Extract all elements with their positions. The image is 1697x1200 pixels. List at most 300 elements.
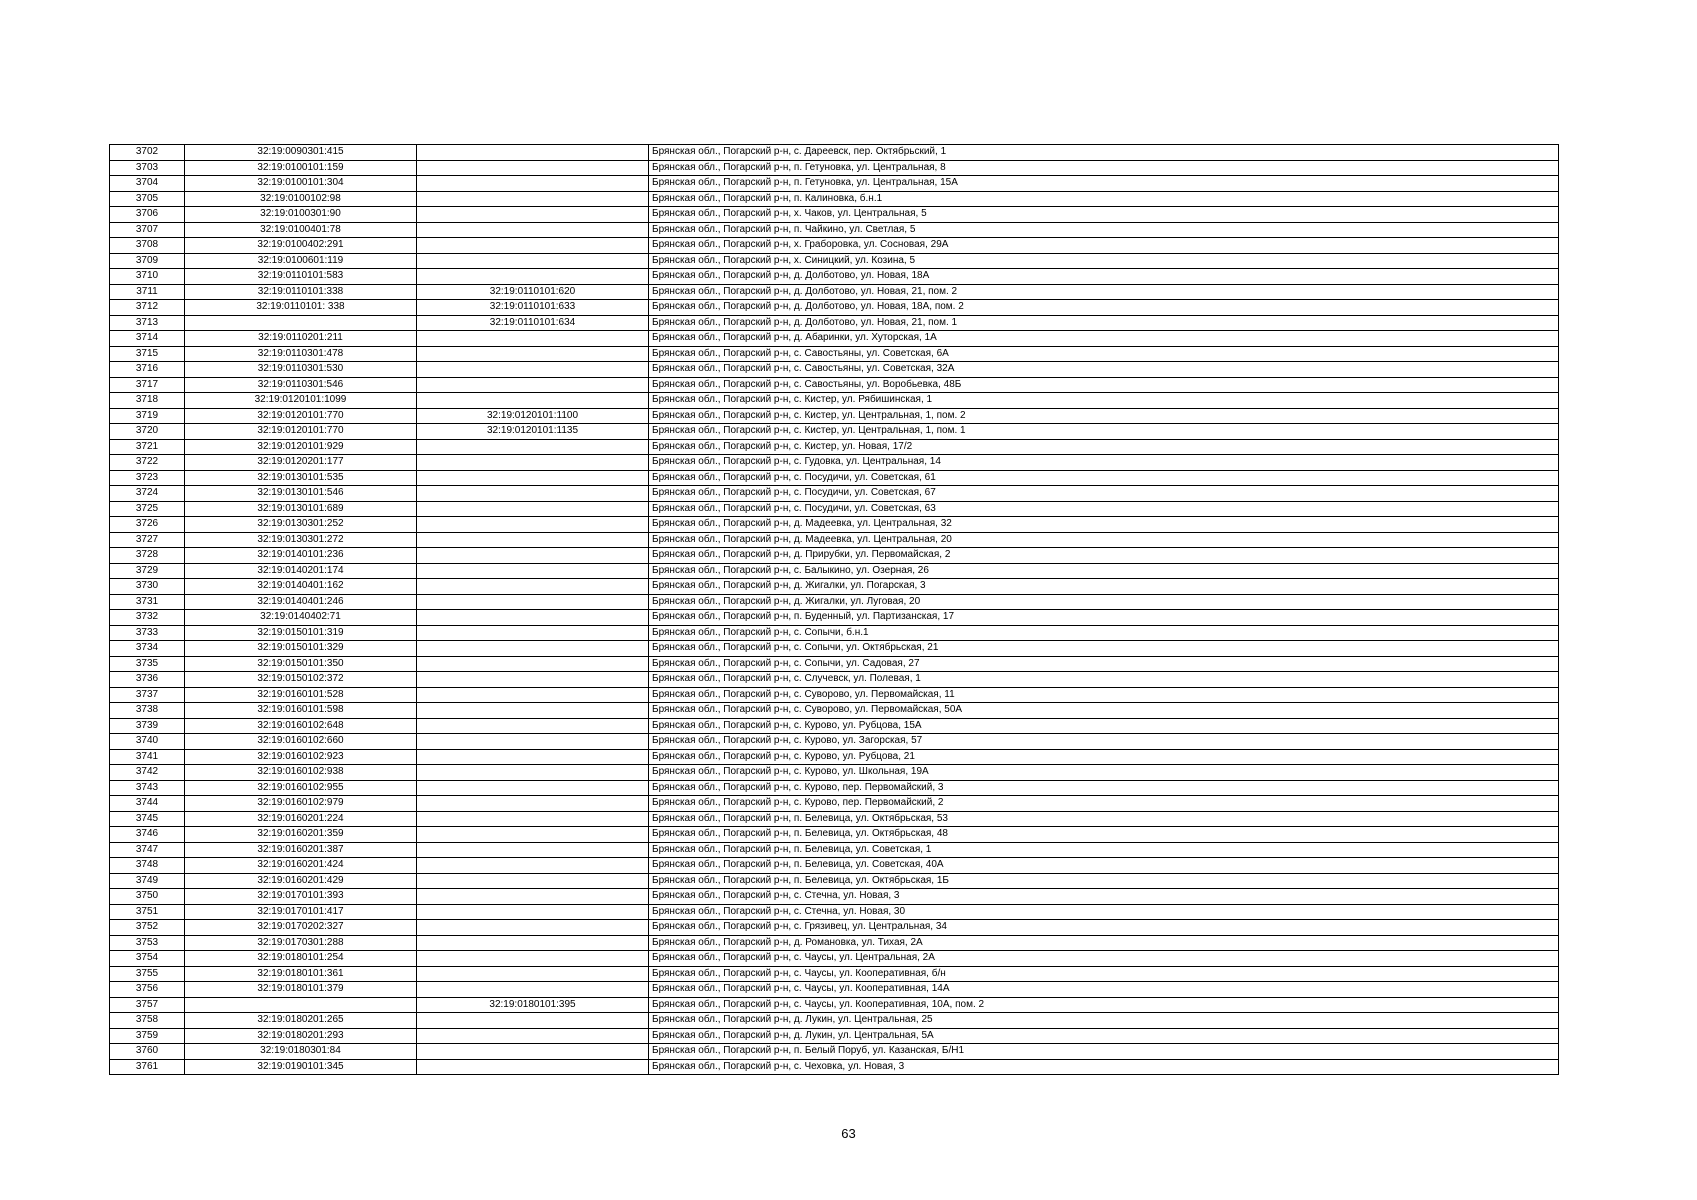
premises-cadastral-number-cell <box>417 439 649 455</box>
address-cell: Брянская обл., Погарский р-н, д. Лукин, ул. Центральная, 25 <box>649 1013 1559 1029</box>
table-row <box>110 532 1559 548</box>
cadastral-number-cell: 32:19:0110301:478 <box>185 346 417 362</box>
address-cell: Брянская обл., Погарский р-н, д. Романовка, ул. Тихая, 2А <box>649 935 1559 951</box>
premises-cadastral-number-cell <box>417 1044 649 1060</box>
address-cell: Брянская обл., Погарский р-н, п. Белевица, ул. Октябрьская, 53 <box>649 811 1559 827</box>
cadastral-number-cell: 32:19:0100301:90 <box>185 207 417 223</box>
cadastral-number-cell: 32:19:0160101:528 <box>185 687 417 703</box>
premises-cadastral-number-cell <box>417 920 649 936</box>
premises-cadastral-number-cell: 32:19:0120101:1135 <box>417 424 649 440</box>
premises-cadastral-number-cell <box>417 641 649 657</box>
row-number-cell: 3737 <box>110 687 185 703</box>
table-row <box>110 749 1559 765</box>
table-row <box>110 920 1559 936</box>
table-row <box>110 548 1559 564</box>
row-number-cell: 3729 <box>110 563 185 579</box>
premises-cadastral-number-cell <box>417 734 649 750</box>
table-row <box>110 393 1559 409</box>
table-row <box>110 501 1559 517</box>
premises-cadastral-number-cell <box>417 982 649 998</box>
cadastral-number-cell: 32:19:0100601:119 <box>185 253 417 269</box>
address-cell: Брянская обл., Погарский р-н, с. Сопычи, б.н.1 <box>649 625 1559 641</box>
table-row <box>110 997 1559 1013</box>
row-number-cell: 3726 <box>110 517 185 533</box>
cadastral-number-cell: 32:19:0140402:71 <box>185 610 417 626</box>
cadastral-number-cell: 32:19:0150102:372 <box>185 672 417 688</box>
premises-cadastral-number-cell <box>417 470 649 486</box>
row-number-cell: 3741 <box>110 749 185 765</box>
cadastral-number-cell: 32:19:0190101:345 <box>185 1059 417 1075</box>
premises-cadastral-number-cell <box>417 362 649 378</box>
cadastral-number-cell: 32:19:0170101:417 <box>185 904 417 920</box>
cadastral-number-cell: 32:19:0160201:424 <box>185 858 417 874</box>
row-number-cell: 3722 <box>110 455 185 471</box>
premises-cadastral-number-cell <box>417 904 649 920</box>
address-cell: Брянская обл., Погарский р-н, д. Абаринки, ул. Хуторская, 1А <box>649 331 1559 347</box>
row-number-cell: 3732 <box>110 610 185 626</box>
address-cell: Брянская обл., Погарский р-н, д. Мадеевка, ул. Центральная, 32 <box>649 517 1559 533</box>
address-cell: Брянская обл., Погарский р-н, п. Белевица, ул. Советская, 1 <box>649 842 1559 858</box>
row-number-cell: 3702 <box>110 145 185 161</box>
address-cell: Брянская обл., Погарский р-н, п. Белевица, ул. Советская, 40А <box>649 858 1559 874</box>
row-number-cell: 3707 <box>110 222 185 238</box>
table-row <box>110 1013 1559 1029</box>
premises-cadastral-number-cell <box>417 656 649 672</box>
row-number-cell: 3736 <box>110 672 185 688</box>
cadastral-number-cell: 32:19:0160102:979 <box>185 796 417 812</box>
cadastral-number-cell: 32:19:0150101:319 <box>185 625 417 641</box>
cadastral-number-cell: 32:19:0180101:379 <box>185 982 417 998</box>
row-number-cell: 3717 <box>110 377 185 393</box>
cadastral-number-cell: 32:19:0180101:361 <box>185 966 417 982</box>
address-cell: Брянская обл., Погарский р-н, д. Мадеевка, ул. Центральная, 20 <box>649 532 1559 548</box>
premises-cadastral-number-cell <box>417 610 649 626</box>
premises-cadastral-number-cell <box>417 873 649 889</box>
row-number-cell: 3758 <box>110 1013 185 1029</box>
address-cell: Брянская обл., Погарский р-н, с. Кистер, ул. Рябишинская, 1 <box>649 393 1559 409</box>
address-cell: Брянская обл., Погарский р-н, с. Посудичи, ул. Советская, 63 <box>649 501 1559 517</box>
row-number-cell: 3755 <box>110 966 185 982</box>
row-number-cell: 3753 <box>110 935 185 951</box>
address-cell: Брянская обл., Погарский р-н, д. Жигалки, ул. Погарская, 3 <box>649 579 1559 595</box>
premises-cadastral-number-cell <box>417 827 649 843</box>
premises-cadastral-number-cell <box>417 718 649 734</box>
cadastral-number-cell: 32:19:0140401:162 <box>185 579 417 595</box>
table-row <box>110 672 1559 688</box>
row-number-cell: 3720 <box>110 424 185 440</box>
table-row <box>110 439 1559 455</box>
address-cell: Брянская обл., Погарский р-н, п. Белый Поруб, ул. Казанская, Б/Н1 <box>649 1044 1559 1060</box>
table-row <box>110 315 1559 331</box>
address-cell: Брянская обл., Погарский р-н, д. Долботово, ул. Новая, 18А <box>649 269 1559 285</box>
address-cell: Брянская обл., Погарский р-н, д. Долботово, ул. Новая, 18А, пом. 2 <box>649 300 1559 316</box>
address-cell: Брянская обл., Погарский р-н, с. Савостьяны, ул. Воробьевка, 48Б <box>649 377 1559 393</box>
address-cell: Брянская обл., Погарский р-н, с. Курово, ул. Рубцова, 15А <box>649 718 1559 734</box>
address-cell: Брянская обл., Погарский р-н, с. Суворово, ул. Первомайская, 11 <box>649 687 1559 703</box>
table-row <box>110 796 1559 812</box>
row-number-cell: 3711 <box>110 284 185 300</box>
address-cell: Брянская обл., Погарский р-н, с. Курово, ул. Загорская, 57 <box>649 734 1559 750</box>
address-cell: Брянская обл., Погарский р-н, с. Посудичи, ул. Советская, 61 <box>649 470 1559 486</box>
table-row <box>110 935 1559 951</box>
premises-cadastral-number-cell <box>417 749 649 765</box>
table-row <box>110 858 1559 874</box>
cadastral-number-cell: 32:19:0160201:429 <box>185 873 417 889</box>
table-row <box>110 951 1559 967</box>
premises-cadastral-number-cell <box>417 486 649 502</box>
table-row <box>110 253 1559 269</box>
row-number-cell: 3739 <box>110 718 185 734</box>
cadastral-number-cell: 32:19:0120201:177 <box>185 455 417 471</box>
premises-cadastral-number-cell <box>417 1028 649 1044</box>
table-row <box>110 1028 1559 1044</box>
table-row <box>110 238 1559 254</box>
address-cell: Брянская обл., Погарский р-н, х. Граборовка, ул. Сосновая, 29А <box>649 238 1559 254</box>
cadastral-number-cell: 32:19:0170301:288 <box>185 935 417 951</box>
premises-cadastral-number-cell <box>417 594 649 610</box>
premises-cadastral-number-cell <box>417 222 649 238</box>
cadastral-number-cell: 32:19:0110201:211 <box>185 331 417 347</box>
row-number-cell: 3705 <box>110 191 185 207</box>
table-row <box>110 687 1559 703</box>
address-cell: Брянская обл., Погарский р-н, с. Стечна, ул. Новая, 3 <box>649 889 1559 905</box>
premises-cadastral-number-cell <box>417 331 649 347</box>
address-cell: Брянская обл., Погарский р-н, с. Курово, ул. Школьная, 19А <box>649 765 1559 781</box>
row-number-cell: 3757 <box>110 997 185 1013</box>
premises-cadastral-number-cell <box>417 455 649 471</box>
table-row <box>110 176 1559 192</box>
premises-cadastral-number-cell <box>417 780 649 796</box>
premises-cadastral-number-cell <box>417 796 649 812</box>
property-table <box>109 144 1559 1075</box>
cadastral-number-cell: 32:19:0110301:530 <box>185 362 417 378</box>
table-row <box>110 966 1559 982</box>
premises-cadastral-number-cell <box>417 672 649 688</box>
table-row <box>110 579 1559 595</box>
address-cell: Брянская обл., Погарский р-н, д. Долботово, ул. Новая, 21, пом. 1 <box>649 315 1559 331</box>
table-row <box>110 424 1559 440</box>
cadastral-number-cell: 32:19:0180201:293 <box>185 1028 417 1044</box>
address-cell: Брянская обл., Погарский р-н, д. Прирубки, ул. Первомайская, 2 <box>649 548 1559 564</box>
cadastral-number-cell: 32:19:0130301:272 <box>185 532 417 548</box>
row-number-cell: 3719 <box>110 408 185 424</box>
table-row <box>110 610 1559 626</box>
cadastral-number-cell: 32:19:0110101:583 <box>185 269 417 285</box>
row-number-cell: 3710 <box>110 269 185 285</box>
row-number-cell: 3708 <box>110 238 185 254</box>
row-number-cell: 3713 <box>110 315 185 331</box>
table-row <box>110 377 1559 393</box>
table-row <box>110 718 1559 734</box>
page-number: 63 <box>841 1126 856 1141</box>
cadastral-number-cell: 32:19:0140201:174 <box>185 563 417 579</box>
table-row <box>110 300 1559 316</box>
premises-cadastral-number-cell <box>417 966 649 982</box>
premises-cadastral-number-cell <box>417 1059 649 1075</box>
cadastral-number-cell: 32:19:0180101:254 <box>185 951 417 967</box>
cadastral-number-cell: 32:19:0110101: 338 <box>185 300 417 316</box>
cadastral-number-cell: 32:19:0180201:265 <box>185 1013 417 1029</box>
address-cell: Брянская обл., Погарский р-н, п. Буденный, ул. Партизанская, 17 <box>649 610 1559 626</box>
cadastral-number-cell: 32:19:0140101:236 <box>185 548 417 564</box>
address-cell: Брянская обл., Погарский р-н, с. Балыкино, ул. Озерная, 26 <box>649 563 1559 579</box>
row-number-cell: 3715 <box>110 346 185 362</box>
table-row <box>110 207 1559 223</box>
cadastral-number-cell: 32:19:0160102:938 <box>185 765 417 781</box>
row-number-cell: 3760 <box>110 1044 185 1060</box>
table-row <box>110 656 1559 672</box>
premises-cadastral-number-cell <box>417 238 649 254</box>
table-row <box>110 641 1559 657</box>
cadastral-number-cell: 32:19:0160201:359 <box>185 827 417 843</box>
row-number-cell: 3735 <box>110 656 185 672</box>
address-cell: Брянская обл., Погарский р-н, п. Калиновка, б.н.1 <box>649 191 1559 207</box>
address-cell: Брянская обл., Погарский р-н, с. Чеховка, ул. Новая, 3 <box>649 1059 1559 1075</box>
table-row <box>110 842 1559 858</box>
table-row <box>110 517 1559 533</box>
cadastral-number-cell: 32:19:0130101:689 <box>185 501 417 517</box>
table-row <box>110 827 1559 843</box>
cadastral-number-cell: 32:19:0180301:84 <box>185 1044 417 1060</box>
premises-cadastral-number-cell <box>417 935 649 951</box>
row-number-cell: 3738 <box>110 703 185 719</box>
address-cell: Брянская обл., Погарский р-н, п. Чайкино, ул. Светлая, 5 <box>649 222 1559 238</box>
address-cell: Брянская обл., Погарский р-н, с. Курово, пер. Первомайский, 3 <box>649 780 1559 796</box>
address-cell: Брянская обл., Погарский р-н, с. Курово, пер. Первомайский, 2 <box>649 796 1559 812</box>
row-number-cell: 3744 <box>110 796 185 812</box>
premises-cadastral-number-cell <box>417 207 649 223</box>
table-row <box>110 191 1559 207</box>
row-number-cell: 3724 <box>110 486 185 502</box>
address-cell: Брянская обл., Погарский р-н, с. Кистер, ул. Новая, 17/2 <box>649 439 1559 455</box>
table-row <box>110 455 1559 471</box>
address-cell: Брянская обл., Погарский р-н, д. Жигалки, ул. Луговая, 20 <box>649 594 1559 610</box>
premises-cadastral-number-cell <box>417 377 649 393</box>
premises-cadastral-number-cell <box>417 393 649 409</box>
address-cell: Брянская обл., Погарский р-н, с. Грязивец, ул. Центральная, 34 <box>649 920 1559 936</box>
row-number-cell: 3703 <box>110 160 185 176</box>
cadastral-number-cell: 32:19:0120101:1099 <box>185 393 417 409</box>
row-number-cell: 3756 <box>110 982 185 998</box>
table-row <box>110 811 1559 827</box>
address-cell: Брянская обл., Погарский р-н, с. Курово, ул. Рубцова, 21 <box>649 749 1559 765</box>
premises-cadastral-number-cell <box>417 563 649 579</box>
table-row <box>110 734 1559 750</box>
cadastral-number-cell: 32:19:0160201:224 <box>185 811 417 827</box>
cadastral-number-cell: 32:19:0160101:598 <box>185 703 417 719</box>
address-cell: Брянская обл., Погарский р-н, с. Случевск, ул. Полевая, 1 <box>649 672 1559 688</box>
address-cell: Брянская обл., Погарский р-н, х. Чаков, ул. Центральная, 5 <box>649 207 1559 223</box>
cadastral-number-cell <box>185 315 417 331</box>
cadastral-number-cell: 32:19:0130101:546 <box>185 486 417 502</box>
premises-cadastral-number-cell <box>417 579 649 595</box>
cadastral-number-cell: 32:19:0130301:252 <box>185 517 417 533</box>
table-row <box>110 1059 1559 1075</box>
premises-cadastral-number-cell <box>417 811 649 827</box>
address-cell: Брянская обл., Погарский р-н, с. Сопычи, ул. Садовая, 27 <box>649 656 1559 672</box>
premises-cadastral-number-cell: 32:19:0120101:1100 <box>417 408 649 424</box>
cadastral-number-cell: 32:19:0160102:648 <box>185 718 417 734</box>
row-number-cell: 3731 <box>110 594 185 610</box>
cadastral-number-cell: 32:19:0160102:923 <box>185 749 417 765</box>
row-number-cell: 3754 <box>110 951 185 967</box>
cadastral-number-cell: 32:19:0090301:415 <box>185 145 417 161</box>
row-number-cell: 3718 <box>110 393 185 409</box>
cadastral-number-cell: 32:19:0160102:955 <box>185 780 417 796</box>
address-cell: Брянская обл., Погарский р-н, с. Суворово, ул. Первомайская, 50А <box>649 703 1559 719</box>
premises-cadastral-number-cell <box>417 858 649 874</box>
row-number-cell: 3709 <box>110 253 185 269</box>
row-number-cell: 3747 <box>110 842 185 858</box>
address-cell: Брянская обл., Погарский р-н, с. Савостьяны, ул. Советская, 32А <box>649 362 1559 378</box>
row-number-cell: 3714 <box>110 331 185 347</box>
cadastral-number-cell: 32:19:0150101:350 <box>185 656 417 672</box>
premises-cadastral-number-cell: 32:19:0110101:633 <box>417 300 649 316</box>
row-number-cell: 3746 <box>110 827 185 843</box>
cadastral-number-cell: 32:19:0100102:98 <box>185 191 417 207</box>
cadastral-number-cell: 32:19:0120101:770 <box>185 424 417 440</box>
premises-cadastral-number-cell <box>417 191 649 207</box>
premises-cadastral-number-cell <box>417 517 649 533</box>
row-number-cell: 3740 <box>110 734 185 750</box>
cadastral-number-cell <box>185 997 417 1013</box>
premises-cadastral-number-cell <box>417 269 649 285</box>
table-row <box>110 594 1559 610</box>
table-row <box>110 160 1559 176</box>
address-cell: Брянская обл., Погарский р-н, п. Гетуновка, ул. Центральная, 15А <box>649 176 1559 192</box>
row-number-cell: 3752 <box>110 920 185 936</box>
table-row <box>110 470 1559 486</box>
premises-cadastral-number-cell <box>417 176 649 192</box>
row-number-cell: 3745 <box>110 811 185 827</box>
row-number-cell: 3733 <box>110 625 185 641</box>
premises-cadastral-number-cell <box>417 1013 649 1029</box>
table-row <box>110 982 1559 998</box>
table-row <box>110 331 1559 347</box>
premises-cadastral-number-cell <box>417 765 649 781</box>
cadastral-number-cell: 32:19:0120101:770 <box>185 408 417 424</box>
table-row <box>110 408 1559 424</box>
premises-cadastral-number-cell <box>417 346 649 362</box>
premises-cadastral-number-cell <box>417 842 649 858</box>
row-number-cell: 3742 <box>110 765 185 781</box>
cadastral-number-cell: 32:19:0100402:291 <box>185 238 417 254</box>
row-number-cell: 3725 <box>110 501 185 517</box>
address-cell: Брянская обл., Погарский р-н, с. Кистер, ул. Центральная, 1, пом. 1 <box>649 424 1559 440</box>
address-cell: Брянская обл., Погарский р-н, с. Чаусы, ул. Центральная, 2А <box>649 951 1559 967</box>
row-number-cell: 3721 <box>110 439 185 455</box>
address-cell: Брянская обл., Погарский р-н, с. Чаусы, ул. Кооперативная, 10А, пом. 2 <box>649 997 1559 1013</box>
cadastral-number-cell: 32:19:0150101:329 <box>185 641 417 657</box>
cadastral-number-cell: 32:19:0100101:159 <box>185 160 417 176</box>
address-cell: Брянская обл., Погарский р-н, д. Долботово, ул. Новая, 21, пом. 2 <box>649 284 1559 300</box>
address-cell: Брянская обл., Погарский р-н, с. Савостьяны, ул. Советская, 6А <box>649 346 1559 362</box>
premises-cadastral-number-cell <box>417 501 649 517</box>
table-row <box>110 284 1559 300</box>
table-row <box>110 222 1559 238</box>
table-row <box>110 765 1559 781</box>
row-number-cell: 3728 <box>110 548 185 564</box>
table-row <box>110 563 1559 579</box>
cadastral-number-cell: 32:19:0110301:546 <box>185 377 417 393</box>
cadastral-number-cell: 32:19:0130101:535 <box>185 470 417 486</box>
address-cell: Брянская обл., Погарский р-н, с. Гудовка, ул. Центральная, 14 <box>649 455 1559 471</box>
cadastral-number-cell: 32:19:0110101:338 <box>185 284 417 300</box>
premises-cadastral-number-cell <box>417 532 649 548</box>
table-row <box>110 145 1559 161</box>
premises-cadastral-number-cell <box>417 889 649 905</box>
table-row <box>110 780 1559 796</box>
row-number-cell: 3734 <box>110 641 185 657</box>
row-number-cell: 3749 <box>110 873 185 889</box>
row-number-cell: 3730 <box>110 579 185 595</box>
table-row <box>110 362 1559 378</box>
premises-cadastral-number-cell <box>417 145 649 161</box>
row-number-cell: 3727 <box>110 532 185 548</box>
address-cell: Брянская обл., Погарский р-н, п. Белевица, ул. Октябрьская, 1Б <box>649 873 1559 889</box>
address-cell: Брянская обл., Погарский р-н, с. Стечна, ул. Новая, 30 <box>649 904 1559 920</box>
row-number-cell: 3759 <box>110 1028 185 1044</box>
table-row <box>110 889 1559 905</box>
cadastral-number-cell: 32:19:0160102:660 <box>185 734 417 750</box>
cadastral-number-cell: 32:19:0170101:393 <box>185 889 417 905</box>
table-row <box>110 486 1559 502</box>
cadastral-number-cell: 32:19:0170202:327 <box>185 920 417 936</box>
address-cell: Брянская обл., Погарский р-н, х. Синицкий, ул. Козина, 5 <box>649 253 1559 269</box>
cadastral-number-cell: 32:19:0160201:387 <box>185 842 417 858</box>
cadastral-number-cell: 32:19:0100101:304 <box>185 176 417 192</box>
row-number-cell: 3716 <box>110 362 185 378</box>
table-body <box>110 145 1559 1075</box>
address-cell: Брянская обл., Погарский р-н, п. Гетуновка, ул. Центральная, 8 <box>649 160 1559 176</box>
address-cell: Брянская обл., Погарский р-н, с. Сопычи, ул. Октябрьская, 21 <box>649 641 1559 657</box>
row-number-cell: 3761 <box>110 1059 185 1075</box>
address-cell: Брянская обл., Погарский р-н, с. Посудичи, ул. Советская, 67 <box>649 486 1559 502</box>
row-number-cell: 3748 <box>110 858 185 874</box>
premises-cadastral-number-cell <box>417 160 649 176</box>
premises-cadastral-number-cell: 32:19:0180101:395 <box>417 997 649 1013</box>
premises-cadastral-number-cell: 32:19:0110101:634 <box>417 315 649 331</box>
premises-cadastral-number-cell <box>417 625 649 641</box>
table-row <box>110 873 1559 889</box>
cadastral-number-cell: 32:19:0120101:929 <box>185 439 417 455</box>
cadastral-number-cell: 32:19:0140401:246 <box>185 594 417 610</box>
row-number-cell: 3751 <box>110 904 185 920</box>
table-row <box>110 904 1559 920</box>
cadastral-number-cell: 32:19:0100401:78 <box>185 222 417 238</box>
table-row <box>110 269 1559 285</box>
address-cell: Брянская обл., Погарский р-н, с. Чаусы, ул. Кооперативная, б/н <box>649 966 1559 982</box>
address-cell: Брянская обл., Погарский р-н, п. Белевица, ул. Октябрьская, 48 <box>649 827 1559 843</box>
premises-cadastral-number-cell: 32:19:0110101:620 <box>417 284 649 300</box>
premises-cadastral-number-cell <box>417 548 649 564</box>
premises-cadastral-number-cell <box>417 703 649 719</box>
address-cell: Брянская обл., Погарский р-н, с. Чаусы, ул. Кооперативная, 14А <box>649 982 1559 998</box>
table-row <box>110 346 1559 362</box>
address-cell: Брянская обл., Погарский р-н, с. Дареевск, пер. Октябрьский, 1 <box>649 145 1559 161</box>
premises-cadastral-number-cell <box>417 253 649 269</box>
table-row <box>110 703 1559 719</box>
address-cell: Брянская обл., Погарский р-н, д. Лукин, ул. Центральная, 5А <box>649 1028 1559 1044</box>
row-number-cell: 3750 <box>110 889 185 905</box>
premises-cadastral-number-cell <box>417 951 649 967</box>
row-number-cell: 3712 <box>110 300 185 316</box>
row-number-cell: 3706 <box>110 207 185 223</box>
row-number-cell: 3704 <box>110 176 185 192</box>
row-number-cell: 3743 <box>110 780 185 796</box>
premises-cadastral-number-cell <box>417 687 649 703</box>
address-cell: Брянская обл., Погарский р-н, с. Кистер, ул. Центральная, 1, пом. 2 <box>649 408 1559 424</box>
